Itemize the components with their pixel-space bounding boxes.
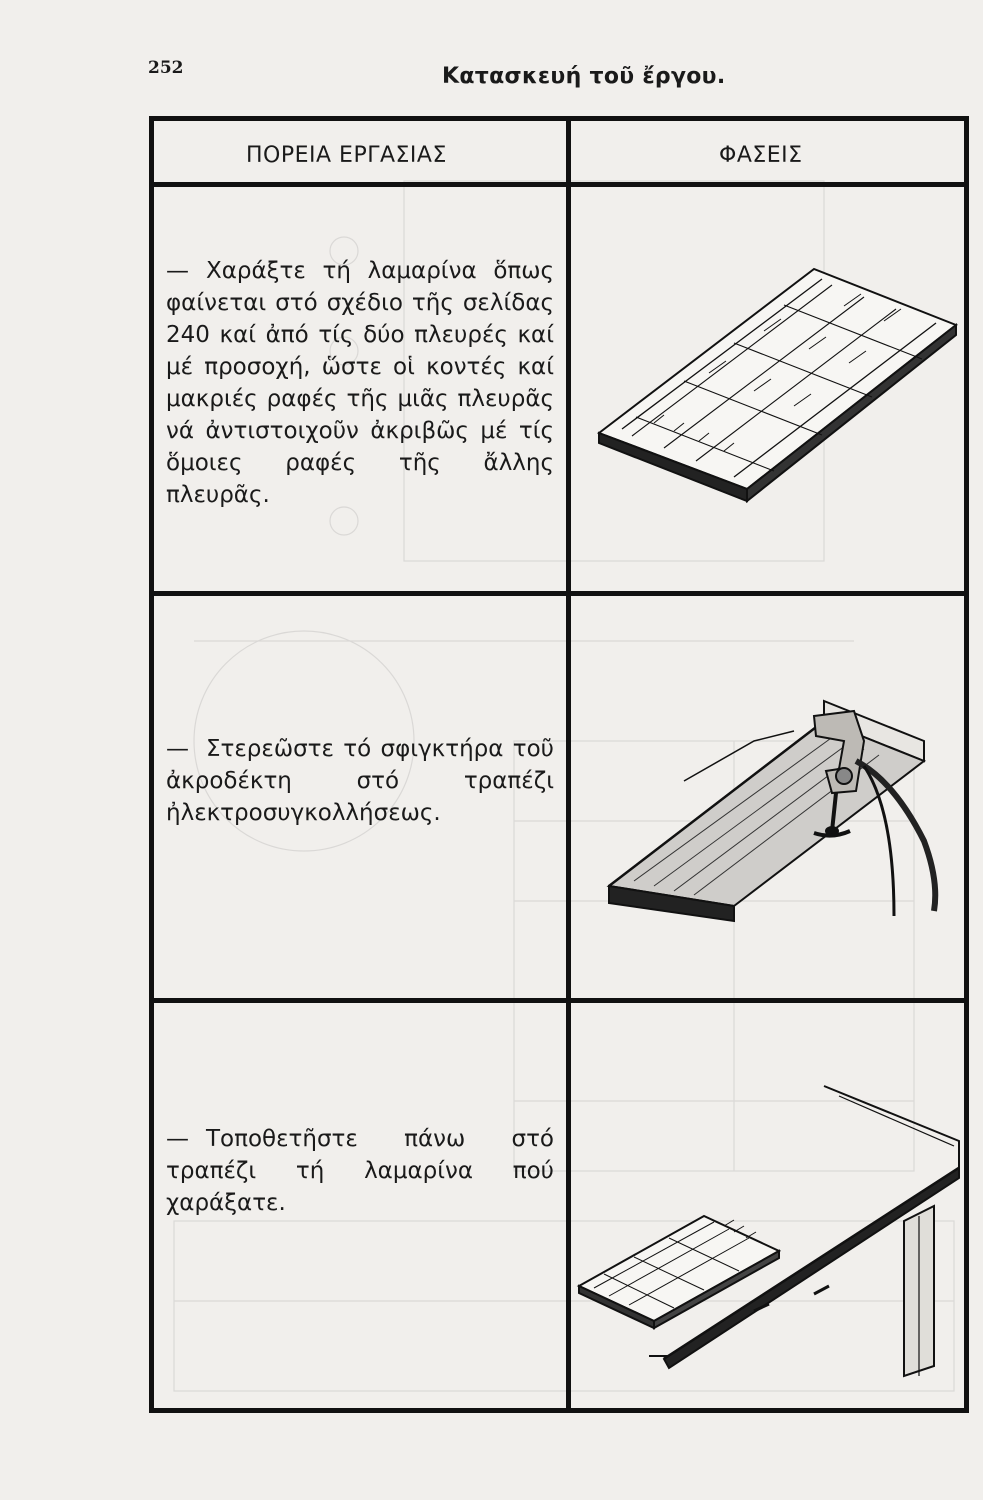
- clamp-on-table-drawing: [594, 681, 964, 931]
- step-2-text: [166, 733, 554, 829]
- procedure-table: [149, 116, 969, 1413]
- scribed-sheet-drawing: [584, 251, 964, 511]
- row-divider-2: [154, 998, 964, 1003]
- column-divider: [566, 121, 571, 1408]
- sheet-on-table-illustration: [574, 1076, 964, 1410]
- page-number: 252: [148, 58, 184, 78]
- step-1-text: [166, 255, 554, 511]
- sheet-on-table-drawing: [574, 1076, 964, 1406]
- scribed-sheet-illustration: [584, 251, 964, 515]
- step-1-dash: —: [166, 258, 189, 284]
- step-2-dash: —: [166, 736, 189, 762]
- running-title: Κατασκευή τοῦ ἔργου.: [442, 64, 726, 89]
- step-2-instruction: Στερεῶστε τό σφιγκτήρα τοῦ ἀκροδέκτη στό τραπέζι ἠλεκτροσυγκολλήσεως.: [166, 736, 554, 826]
- step-3-text: [166, 1123, 554, 1219]
- step-3-instruction: Τοποθετῆστε πάνω στό τραπέζι τή λαμαρίνα πού χαράξατε.: [166, 1126, 554, 1216]
- row-divider-1: [154, 591, 964, 596]
- header-procedure: ΠΟΡΕΙΑ ΕΡΓΑΣΙΑΣ: [246, 143, 447, 168]
- header-phases: ΦΑΣΕΙΣ: [719, 143, 803, 168]
- clamp-illustration: [594, 681, 964, 935]
- step-3-dash: —: [166, 1126, 189, 1152]
- header-divider: [154, 182, 964, 187]
- step-1-instruction: Χαράξτε τή λαμαρίνα ὅπως φαίνεται στό σχέδιο τῆς σελίδας 240 καί ἀπό τίς δύο πλευρές καί μέ προσοχή, ὥστε οἱ κοντές καί μακριές ραφές τῆς μιᾶς πλευρᾶς νά ἀντιστοιχοῦν ἀκριβῶς μέ τίς ὅμοιες ραφές τῆς ἄλλης πλευρᾶς.: [166, 258, 554, 508]
